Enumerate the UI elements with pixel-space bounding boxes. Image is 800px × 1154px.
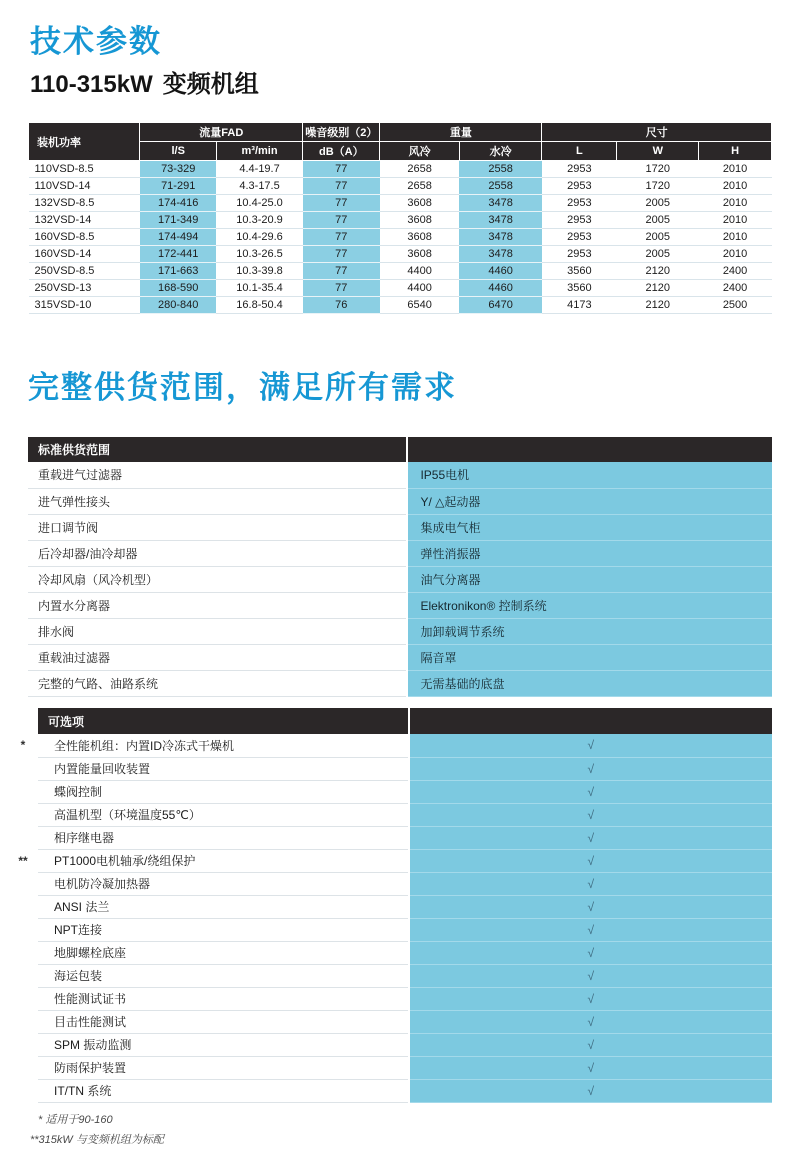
options-row xyxy=(38,1056,772,1079)
options-row xyxy=(38,734,772,757)
weight-water-cell: 3478 xyxy=(459,212,541,229)
options-row xyxy=(38,964,772,987)
dim-w-cell: 2005 xyxy=(617,212,699,229)
footnote-1: * 适用于90-160 xyxy=(38,1114,113,1126)
dim-h-cell: 2010 xyxy=(699,178,772,195)
options-row xyxy=(38,987,772,1010)
supply-item-right: Elektronikon® 控制系统 xyxy=(407,592,772,618)
flow-m3min-cell: 4.3-17.5 xyxy=(216,178,302,195)
spec-table-row xyxy=(29,212,772,229)
header-installed-power: 装机功率 xyxy=(29,123,140,161)
noise-cell: 77 xyxy=(303,195,380,212)
supply-item-right: 弹性消振器 xyxy=(407,540,772,566)
weight-air-cell: 3608 xyxy=(380,212,460,229)
check-mark: √ xyxy=(587,945,595,960)
option-label-cell xyxy=(38,1010,409,1033)
supply-item-right: 集成电气柜 xyxy=(407,514,772,540)
option-label-cell xyxy=(38,895,409,918)
dim-w-cell: 2005 xyxy=(617,246,699,263)
option-label: 高温机型（环境温度55℃） xyxy=(54,808,201,822)
header-weight: 重量 xyxy=(380,123,542,142)
weight-water-cell: 3478 xyxy=(459,229,541,246)
option-label-cell xyxy=(38,964,409,987)
option-label: 蝶阀控制 xyxy=(54,785,103,799)
flow-m3min-cell: 16.8-50.4 xyxy=(216,297,302,314)
dim-h-cell: 2010 xyxy=(699,195,772,212)
weight-air-cell: 6540 xyxy=(380,297,460,314)
header-water-cooled: 水冷 xyxy=(459,142,541,161)
supply-item-right: 加卸载调节系统 xyxy=(407,618,772,644)
header-flow-fad: 流量FAD xyxy=(140,123,303,142)
header-ls: l/S xyxy=(140,142,217,161)
spec-table-row xyxy=(29,195,772,212)
option-label-cell xyxy=(18,849,409,872)
standard-supply-row xyxy=(28,618,772,644)
option-label: 防雨保护装置 xyxy=(54,1061,127,1075)
options-row xyxy=(38,849,772,872)
standard-supply-row xyxy=(28,488,772,514)
dim-w-cell: 2005 xyxy=(617,195,699,212)
options-row xyxy=(38,872,772,895)
header-dimensions: 尺寸 xyxy=(542,123,772,142)
option-label: 性能测试证书 xyxy=(54,992,127,1006)
weight-water-cell: 4460 xyxy=(459,280,541,297)
flow-ls-cell: 174-416 xyxy=(140,195,217,212)
option-check-cell xyxy=(409,757,772,780)
supply-item-right: Y/ △起动器 xyxy=(407,488,772,514)
weight-air-cell: 3608 xyxy=(380,195,460,212)
options-row xyxy=(38,918,772,941)
spec-table xyxy=(28,122,772,314)
weight-air-cell: 4400 xyxy=(380,263,460,280)
spec-table-row xyxy=(29,263,772,280)
supply-item-left: 排水阀 xyxy=(28,618,407,644)
header-length: L xyxy=(542,142,617,161)
standard-supply-row xyxy=(28,644,772,670)
option-check-cell xyxy=(409,987,772,1010)
dim-h-cell: 2010 xyxy=(699,246,772,263)
options-header-spacer xyxy=(409,708,772,734)
footnote-marker: ** xyxy=(18,853,28,868)
option-label: 海运包装 xyxy=(54,969,103,983)
flow-ls-cell: 171-663 xyxy=(140,263,217,280)
check-mark: √ xyxy=(587,1083,595,1098)
supply-item-right: IP55电机 xyxy=(407,462,772,488)
model-cell: 160VSD-8.5 xyxy=(29,229,140,246)
model-cell: 250VSD-8.5 xyxy=(29,263,140,280)
flow-ls-cell: 280-840 xyxy=(140,297,217,314)
check-mark: √ xyxy=(587,899,595,914)
noise-cell: 77 xyxy=(303,280,380,297)
check-mark: √ xyxy=(587,1014,595,1029)
spec-table-row xyxy=(29,178,772,195)
options-header-row xyxy=(38,708,772,734)
header-m3min: m³/min xyxy=(216,142,302,161)
standard-supply-row xyxy=(28,592,772,618)
footnote-marker: * xyxy=(20,738,26,753)
weight-air-cell: 3608 xyxy=(380,229,460,246)
option-check-cell xyxy=(409,941,772,964)
noise-cell: 77 xyxy=(303,161,380,178)
dim-l-cell: 2953 xyxy=(542,178,617,195)
check-mark: √ xyxy=(587,738,595,753)
option-check-cell xyxy=(409,872,772,895)
standard-supply-header-spacer xyxy=(407,437,772,462)
header-width: W xyxy=(617,142,699,161)
option-label-cell xyxy=(20,734,409,757)
options-row xyxy=(38,1079,772,1102)
option-label-cell xyxy=(38,872,409,895)
options-title: 可选项 xyxy=(38,708,409,734)
supply-item-left: 完整的气路、油路系统 xyxy=(28,670,407,696)
model-cell: 110VSD-8.5 xyxy=(29,161,140,178)
supply-item-left: 重载进气过滤器 xyxy=(28,462,407,488)
check-mark: √ xyxy=(587,922,595,937)
option-label: 相序继电器 xyxy=(54,831,115,845)
spec-table-row xyxy=(29,280,772,297)
header-noise-level: 噪音级别（2） xyxy=(303,123,380,142)
option-label-cell xyxy=(38,1079,409,1102)
option-check-cell xyxy=(409,780,772,803)
check-mark: √ xyxy=(587,807,595,822)
check-mark: √ xyxy=(587,830,595,845)
footnote-2: **315kW 与变频机组为标配 xyxy=(30,1134,164,1146)
dim-w-cell: 2120 xyxy=(617,297,699,314)
dim-w-cell: 2005 xyxy=(617,229,699,246)
standard-supply-table xyxy=(28,437,772,697)
check-mark: √ xyxy=(587,991,595,1006)
check-mark: √ xyxy=(587,761,595,776)
options-row xyxy=(38,1033,772,1056)
options-row xyxy=(38,826,772,849)
option-check-cell xyxy=(409,849,772,872)
standard-supply-row xyxy=(28,670,772,696)
flow-m3min-cell: 10.4-25.0 xyxy=(216,195,302,212)
model-cell: 132VSD-14 xyxy=(29,212,140,229)
weight-water-cell: 2558 xyxy=(459,178,541,195)
standard-supply-title: 标准供货范围 xyxy=(28,437,407,462)
option-label: SPM 振动监测 xyxy=(54,1038,132,1052)
supply-item-left: 重载油过滤器 xyxy=(28,644,407,670)
option-label-cell xyxy=(38,1056,409,1079)
option-check-cell xyxy=(409,803,772,826)
standard-supply-row xyxy=(28,566,772,592)
check-mark: √ xyxy=(587,968,595,983)
weight-water-cell: 3478 xyxy=(459,246,541,263)
dim-w-cell: 2120 xyxy=(617,280,699,297)
check-mark: √ xyxy=(587,1060,595,1075)
supply-item-left: 后冷却器/油冷却器 xyxy=(28,540,407,566)
header-height: H xyxy=(699,142,772,161)
spec-header-row-groups xyxy=(29,123,772,142)
weight-water-cell: 6470 xyxy=(459,297,541,314)
options-container xyxy=(18,708,772,1103)
flow-ls-cell: 172-441 xyxy=(140,246,217,263)
option-check-cell xyxy=(409,1056,772,1079)
option-check-cell xyxy=(409,1033,772,1056)
noise-cell: 77 xyxy=(303,246,380,263)
weight-air-cell: 2658 xyxy=(380,178,460,195)
dim-l-cell: 2953 xyxy=(542,246,617,263)
option-check-cell xyxy=(409,1079,772,1102)
flow-ls-cell: 71-291 xyxy=(140,178,217,195)
dim-l-cell: 3560 xyxy=(542,280,617,297)
dim-h-cell: 2010 xyxy=(699,229,772,246)
subtitle-power-range: 110-315kW xyxy=(30,71,153,98)
weight-water-cell: 3478 xyxy=(459,195,541,212)
subtitle-label: 变频机组 xyxy=(162,71,259,98)
option-label: 地脚螺栓底座 xyxy=(54,946,127,960)
option-label-cell xyxy=(38,803,409,826)
flow-m3min-cell: 10.3-26.5 xyxy=(216,246,302,263)
option-label-cell xyxy=(38,941,409,964)
noise-cell: 77 xyxy=(303,229,380,246)
options-row xyxy=(38,1010,772,1033)
model-cell: 160VSD-14 xyxy=(29,246,140,263)
model-cell: 250VSD-13 xyxy=(29,280,140,297)
spec-table-row xyxy=(29,161,772,178)
weight-air-cell: 4400 xyxy=(380,280,460,297)
dim-w-cell: 1720 xyxy=(617,178,699,195)
spec-table-container xyxy=(28,122,772,314)
spec-header-row-units xyxy=(29,142,772,161)
flow-m3min-cell: 4.4-19.7 xyxy=(216,161,302,178)
options-row xyxy=(38,757,772,780)
supply-item-right: 无需基础的底盘 xyxy=(407,670,772,696)
options-row xyxy=(38,895,772,918)
option-label: 全性能机组：内置ID冷冻式干燥机 xyxy=(54,738,235,753)
option-label-cell xyxy=(38,918,409,941)
options-table xyxy=(18,708,772,1103)
supply-item-left: 进气弹性接头 xyxy=(28,488,407,514)
flow-m3min-cell: 10.3-39.8 xyxy=(216,263,302,280)
model-cell: 315VSD-10 xyxy=(29,297,140,314)
dim-l-cell: 2953 xyxy=(542,212,617,229)
option-label: 目击性能测试 xyxy=(54,1015,127,1029)
option-check-cell xyxy=(409,826,772,849)
option-check-cell xyxy=(409,895,772,918)
standard-supply-row xyxy=(28,462,772,488)
footnotes xyxy=(30,1110,164,1150)
option-label: 内置能量回收装置 xyxy=(54,762,151,776)
dim-w-cell: 1720 xyxy=(617,161,699,178)
flow-ls-cell: 168-590 xyxy=(140,280,217,297)
weight-water-cell: 4460 xyxy=(459,263,541,280)
noise-cell: 76 xyxy=(303,297,380,314)
flow-m3min-cell: 10.1-35.4 xyxy=(216,280,302,297)
dim-w-cell: 2120 xyxy=(617,263,699,280)
option-check-cell xyxy=(409,964,772,987)
weight-air-cell: 2658 xyxy=(380,161,460,178)
dim-l-cell: 4173 xyxy=(542,297,617,314)
option-label: NPT连接 xyxy=(54,923,103,937)
spec-table-row xyxy=(29,297,772,314)
option-check-cell xyxy=(409,1010,772,1033)
check-mark: √ xyxy=(587,1037,595,1052)
dim-l-cell: 2953 xyxy=(542,195,617,212)
dim-l-cell: 2953 xyxy=(542,161,617,178)
supply-item-left: 内置水分离器 xyxy=(28,592,407,618)
model-cell: 110VSD-14 xyxy=(29,178,140,195)
standard-supply-header-row xyxy=(28,437,772,462)
supply-item-right: 油气分离器 xyxy=(407,566,772,592)
option-label-cell xyxy=(38,757,409,780)
noise-cell: 77 xyxy=(303,178,380,195)
option-label-cell xyxy=(38,780,409,803)
option-label: 电机防冷凝加热器 xyxy=(54,877,151,891)
check-mark: √ xyxy=(587,784,595,799)
option-label: ANSI 法兰 xyxy=(54,900,110,914)
option-label: PT1000电机轴承/绕组保护 xyxy=(54,854,196,868)
dim-h-cell: 2400 xyxy=(699,280,772,297)
noise-cell: 77 xyxy=(303,212,380,229)
check-mark: √ xyxy=(587,876,595,891)
option-label-cell xyxy=(38,826,409,849)
standard-supply-container xyxy=(28,437,772,697)
weight-air-cell: 3608 xyxy=(380,246,460,263)
dim-h-cell: 2400 xyxy=(699,263,772,280)
flow-m3min-cell: 10.4-29.6 xyxy=(216,229,302,246)
page-subtitle xyxy=(30,64,259,99)
check-mark: √ xyxy=(587,853,595,868)
flow-ls-cell: 73-329 xyxy=(140,161,217,178)
options-row xyxy=(38,803,772,826)
options-row xyxy=(38,780,772,803)
noise-cell: 77 xyxy=(303,263,380,280)
scope-section-title: 完整供货范围，满足所有需求 xyxy=(28,370,457,405)
standard-supply-row xyxy=(28,540,772,566)
option-check-cell xyxy=(409,734,772,757)
supply-item-left: 进口调节阀 xyxy=(28,514,407,540)
dim-l-cell: 2953 xyxy=(542,229,617,246)
weight-water-cell: 2558 xyxy=(459,161,541,178)
dim-h-cell: 2010 xyxy=(699,161,772,178)
options-row xyxy=(38,941,772,964)
standard-supply-row xyxy=(28,514,772,540)
option-label: IT/TN 系统 xyxy=(54,1084,112,1098)
spec-table-row xyxy=(29,229,772,246)
dim-h-cell: 2500 xyxy=(699,297,772,314)
dim-h-cell: 2010 xyxy=(699,212,772,229)
dim-l-cell: 3560 xyxy=(542,263,617,280)
header-dba: dB（A） xyxy=(303,142,380,161)
supply-item-left: 冷却风扇（风冷机型） xyxy=(28,566,407,592)
flow-ls-cell: 171-349 xyxy=(140,212,217,229)
header-air-cooled: 风冷 xyxy=(380,142,460,161)
option-check-cell xyxy=(409,918,772,941)
option-label-cell xyxy=(38,1033,409,1056)
supply-item-right: 隔音罩 xyxy=(407,644,772,670)
flow-ls-cell: 174-494 xyxy=(140,229,217,246)
page-title: 技术参数 xyxy=(30,24,162,59)
spec-table-row xyxy=(29,246,772,263)
model-cell: 132VSD-8.5 xyxy=(29,195,140,212)
flow-m3min-cell: 10.3-20.9 xyxy=(216,212,302,229)
option-label-cell xyxy=(38,987,409,1010)
